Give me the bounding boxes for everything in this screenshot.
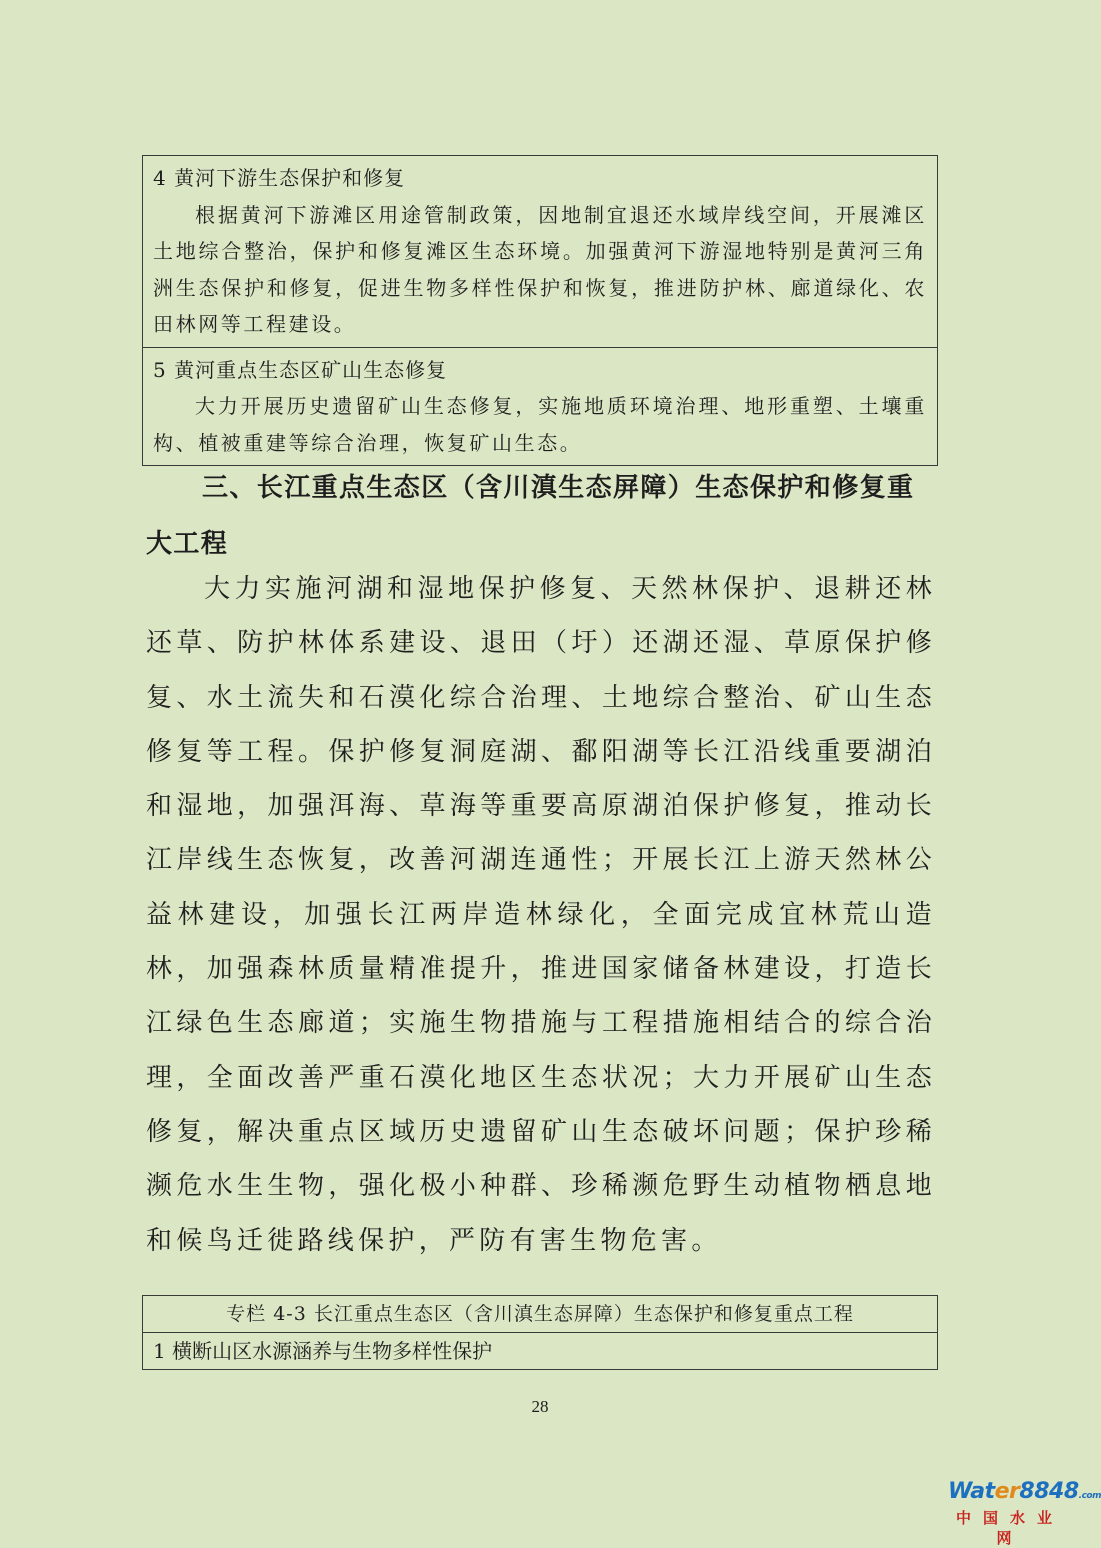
row-text: 根据黄河下游滩区用途管制政策，因地制宜退还水域岸线空间，开展滩区土地综合整治，保护和修复滩区生态环境。加强黄河下游湿地特别是黄河三角洲生态保护和修复，促进生物多样性保护和恢复，推进防护林、廊道绿化、农田林网等工程建设。 bbox=[153, 202, 927, 336]
logo-text-b: er bbox=[994, 1479, 1020, 1504]
project-box-yangtze bbox=[142, 1295, 938, 1370]
section-paragraph: 大力实施河湖和湿地保护修复、天然林保护、退耕还林还草、防护林体系建设、退田（圩）还湖还湿、草原保护修复、水土流失和石漠化综合治理、土地综合整治、矿山生态修复等工程。保护修复洞庭湖、鄱阳湖等长江沿线重要湖泊和湿地，加强洱海、草海等重要高原湖泊保护修复，推动长江岸线生态恢复，改善河湖连通性；开展长江上游天然林公益林建设，加强长江两岸造林绿化，全面完成宜林荒山造林，加强森林质量精准提升，推进国家储备林建设，打造长江绿色生态廊道；实施生物措施与工程措施相结合的综合治理，全面改善严重石漠化地区生态状况；大力开展矿山生态修复，解决重点区域历史遗留矿山生态破坏问题；保护珍稀濒危水生生物，强化极小种群、珍稀濒危野生动植物栖息地和候鸟迁徙路线保护，严防有害生物危害。 bbox=[146, 574, 936, 1256]
logo-text-a: Wat bbox=[948, 1479, 995, 1504]
section-heading: 三、长江重点生态区（含川滇生态屏障）生态保护和修复重大工程 bbox=[146, 473, 915, 559]
box-row-5 bbox=[143, 347, 937, 466]
box-caption: 专栏 4-3 长江重点生态区（含川滇生态屏障）生态保护和修复重点工程 bbox=[226, 1303, 854, 1325]
page-number: 28 bbox=[531, 1397, 549, 1416]
logo-text-d: .com bbox=[1078, 1491, 1101, 1501]
row-text: 大力开展历史遗留矿山生态修复，实施地质环境治理、地形重塑、土壤重构、植被重建等综合治理，恢复矿山生态。 bbox=[153, 394, 927, 455]
row-title: 5 黄河重点生态区矿山生态修复 bbox=[153, 357, 448, 382]
box-row-1: 1 横断山区水源涵养与生物多样性保护 bbox=[143, 1332, 937, 1369]
row-title: 4 黄河下游生态保护和修复 bbox=[153, 166, 406, 190]
logo-text-c: 8848 bbox=[1019, 1479, 1079, 1504]
logo-cn: 中国水业网 bbox=[955, 1509, 1064, 1547]
project-box-yellow-river bbox=[142, 155, 938, 466]
watermark-logo bbox=[948, 1479, 1101, 1548]
box-row-4 bbox=[143, 156, 937, 347]
